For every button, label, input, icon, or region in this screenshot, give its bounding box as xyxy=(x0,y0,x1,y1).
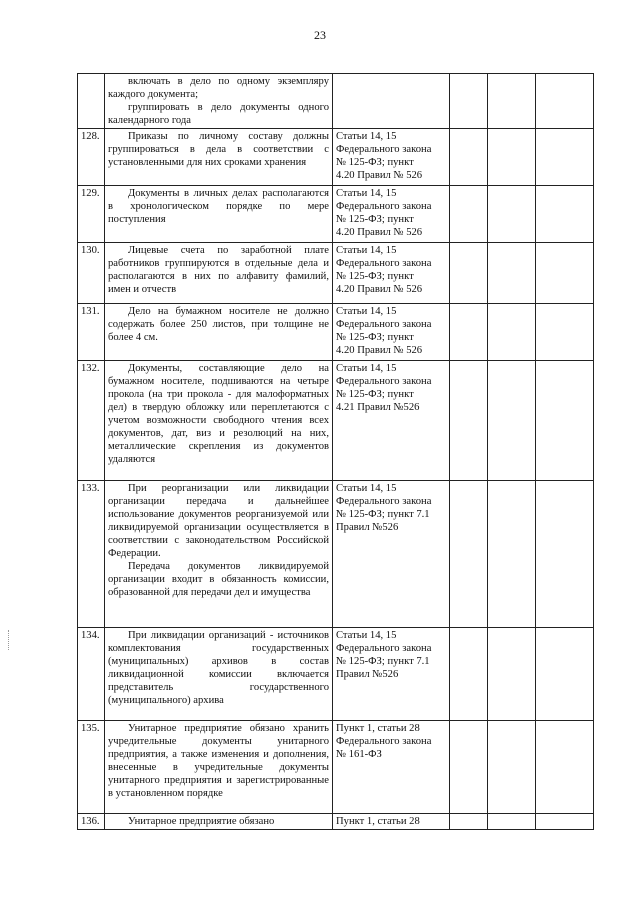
row-number: 133. xyxy=(78,481,105,628)
requirement-paragraph: Лицевые счета по заработной плате работников группируются в отдельные дела и располагаются в них по алфавиту фамилий, имен и отчеств xyxy=(108,245,329,295)
legal-basis-line: Пункт 1, статьи 28 xyxy=(336,816,420,827)
legal-basis-line: 4.20 Правил № 526 xyxy=(336,170,423,181)
legal-basis-line: Федерального закона xyxy=(336,319,432,330)
empty-cell-3 xyxy=(536,721,594,814)
requirement-paragraph: Унитарное предприятие обязано xyxy=(128,816,275,827)
requirement-text xyxy=(105,814,333,830)
requirement-paragraph: Документы в личных делах располагаются в хронологическом порядке по мере поступления xyxy=(108,188,329,225)
requirement-text xyxy=(105,129,333,186)
legal-basis xyxy=(333,186,450,243)
legal-basis-line: Федерального закона xyxy=(336,201,432,212)
requirement-text xyxy=(105,243,333,304)
legal-basis-line: № 125-ФЗ; пункт xyxy=(336,271,414,282)
legal-basis-line: № 125-ФЗ; пункт xyxy=(336,332,414,343)
legal-basis-line: № 161-ФЗ xyxy=(336,749,382,760)
row-number: 128. xyxy=(78,129,105,186)
row-number: 130. xyxy=(78,243,105,304)
legal-basis xyxy=(333,814,450,830)
legal-basis xyxy=(333,721,450,814)
requirement-paragraph: Приказы по личному составу должны группироваться в дела в соответствии с установленными для них сроками хранения xyxy=(108,131,329,168)
legal-basis-line: № 125-ФЗ; пункт xyxy=(336,389,414,400)
legal-basis xyxy=(333,243,450,304)
requirement-text xyxy=(105,361,333,481)
legal-basis xyxy=(333,304,450,361)
requirement-text xyxy=(105,186,333,243)
empty-cell-2 xyxy=(488,74,536,129)
row-number: 131. xyxy=(78,304,105,361)
requirement-paragraph: Передача документов ликвидируемой организации входит в обязанность комиссии, образованной для передачи дел и имущества xyxy=(108,561,329,598)
legal-basis xyxy=(333,74,450,129)
empty-cell-1 xyxy=(450,721,488,814)
requirement-text xyxy=(105,481,333,628)
requirement-paragraph: Унитарное предприятие обязано хранить учредительные документы унитарного предприятия, а также изменения и дополнения, внесенные в учредительные документы унитарного предприятия и зарегистрированные в установленном порядке xyxy=(108,723,329,799)
legal-basis xyxy=(333,628,450,721)
legal-basis-line: Статьи 14, 15 xyxy=(336,306,397,317)
legal-basis-line: Статьи 14, 15 xyxy=(336,188,397,199)
requirement-text xyxy=(105,74,333,129)
requirement-paragraph: Документы, составляющие дело на бумажном носителе, подшиваются на четыре прокола (на три прокола - для малоформатных дел) в твердую обложку или переплетаются с учетом возможности свободного чтения всех документов, дат, виз и резолюций на них, металлические скрепления из документов удаляются xyxy=(108,363,329,465)
legal-basis-line: Статьи 14, 15 xyxy=(336,483,397,494)
empty-cell-3 xyxy=(536,814,594,830)
legal-basis-line: № 125-ФЗ; пункт 7.1 xyxy=(336,509,430,520)
legal-basis-line: Правил №526 xyxy=(336,669,399,680)
legal-basis-line: Статьи 14, 15 xyxy=(336,630,397,641)
requirement-paragraph: При реорганизации или ликвидации организации передача и дальнейшее использование документов реорганизуемой или ликвидируемой организации осуществляется в соответствии с законодательством Российской Федерации. xyxy=(108,483,329,559)
empty-cell-2 xyxy=(488,628,536,721)
margin-mark xyxy=(8,630,10,650)
legal-basis-line: Федерального закона xyxy=(336,496,432,507)
empty-cell-1 xyxy=(450,129,488,186)
empty-cell-2 xyxy=(488,186,536,243)
empty-cell-3 xyxy=(536,243,594,304)
empty-cell-2 xyxy=(488,481,536,628)
row-number: 135. xyxy=(78,721,105,814)
table-row xyxy=(78,721,594,814)
empty-cell-2 xyxy=(488,304,536,361)
table-row xyxy=(78,74,594,129)
requirements-table xyxy=(77,73,594,830)
empty-cell-1 xyxy=(450,481,488,628)
empty-cell-2 xyxy=(488,243,536,304)
empty-cell-2 xyxy=(488,361,536,481)
legal-basis xyxy=(333,481,450,628)
empty-cell-2 xyxy=(488,721,536,814)
legal-basis-line: 4.20 Правил № 526 xyxy=(336,284,423,295)
table-row xyxy=(78,243,594,304)
empty-cell-3 xyxy=(536,304,594,361)
table-row xyxy=(78,361,594,481)
requirement-paragraph: включать в дело по одному экземпляру каждого документа; xyxy=(108,76,329,100)
legal-basis-line: Федерального закона xyxy=(336,144,432,155)
legal-basis-line: № 125-ФЗ; пункт 7.1 xyxy=(336,656,430,667)
requirement-paragraph: Дело на бумажном носителе не должно содержать более 250 листов, при толщине не более 4 см. xyxy=(108,306,329,343)
requirement-text xyxy=(105,721,333,814)
empty-cell-3 xyxy=(536,628,594,721)
legal-basis-line: Статьи 14, 15 xyxy=(336,363,397,374)
requirement-text xyxy=(105,304,333,361)
table-row xyxy=(78,628,594,721)
row-number: 132. xyxy=(78,361,105,481)
page-number: 23 xyxy=(314,28,326,42)
legal-basis-line: 4.20 Правил № 526 xyxy=(336,227,423,238)
legal-basis-line: Пункт 1, статьи 28 xyxy=(336,723,420,734)
table-row xyxy=(78,129,594,186)
row-number: 134. xyxy=(78,628,105,721)
legal-basis-line: Федерального закона xyxy=(336,376,432,387)
empty-cell-1 xyxy=(450,74,488,129)
table-row xyxy=(78,186,594,243)
legal-basis-line: Федерального закона xyxy=(336,643,432,654)
empty-cell-2 xyxy=(488,814,536,830)
empty-cell-3 xyxy=(536,186,594,243)
table-row xyxy=(78,304,594,361)
requirement-paragraph: группировать в дело документы одного календарного года xyxy=(108,102,329,126)
empty-cell-2 xyxy=(488,129,536,186)
row-number xyxy=(78,74,105,129)
legal-basis-line: Федерального закона xyxy=(336,736,432,747)
empty-cell-1 xyxy=(450,628,488,721)
empty-cell-3 xyxy=(536,361,594,481)
legal-basis-line: 4.21 Правил №526 xyxy=(336,402,420,413)
requirement-paragraph: При ликвидации организаций - источников комплектования государственных (муниципальных) архивов в состав ликвидационной комиссии включается представитель государственного (муниципального) архива xyxy=(108,630,329,706)
empty-cell-1 xyxy=(450,361,488,481)
legal-basis-line: Правил №526 xyxy=(336,522,399,533)
legal-basis xyxy=(333,361,450,481)
table-row xyxy=(78,481,594,628)
empty-cell-1 xyxy=(450,304,488,361)
legal-basis-line: Статьи 14, 15 xyxy=(336,245,397,256)
legal-basis-line: № 125-ФЗ; пункт xyxy=(336,214,414,225)
empty-cell-3 xyxy=(536,481,594,628)
legal-basis-line: Статьи 14, 15 xyxy=(336,131,397,142)
empty-cell-1 xyxy=(450,814,488,830)
empty-cell-3 xyxy=(536,74,594,129)
legal-basis-line: 4.20 Правил № 526 xyxy=(336,345,423,356)
row-number: 129. xyxy=(78,186,105,243)
requirement-text xyxy=(105,628,333,721)
legal-basis-line: № 125-ФЗ; пункт xyxy=(336,157,414,168)
table-row xyxy=(78,814,594,830)
empty-cell-1 xyxy=(450,186,488,243)
row-number: 136. xyxy=(78,814,105,830)
legal-basis xyxy=(333,129,450,186)
empty-cell-1 xyxy=(450,243,488,304)
legal-basis-line: Федерального закона xyxy=(336,258,432,269)
empty-cell-3 xyxy=(536,129,594,186)
